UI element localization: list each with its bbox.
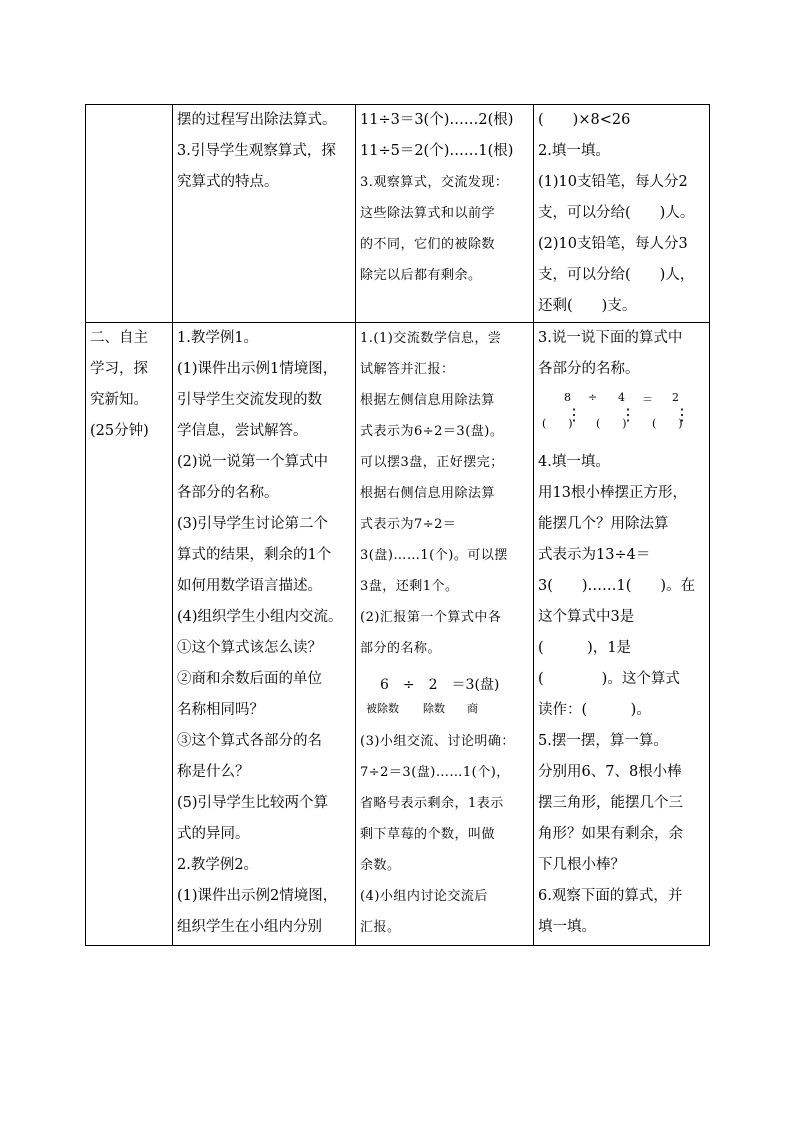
text-line: 省略号表示剩余，1表示: [360, 796, 504, 811]
text-line: ①这个算式该怎么读？: [177, 640, 322, 656]
text-line: 各部分的名称。: [177, 485, 279, 501]
answer-blank: ( ): [596, 417, 627, 430]
text-line: 支，可以分给( )人，: [538, 267, 695, 283]
text-line: 如何用数学语言描述。: [177, 578, 322, 594]
text-line: 填一填。: [538, 919, 596, 935]
text-line: (2)10支铅笔，每人分3: [538, 236, 688, 252]
equals-sign: ＝: [642, 393, 653, 406]
divisor-label: 除数: [423, 702, 445, 715]
text-line: 称是什么？: [177, 764, 250, 780]
text-line: 试解答并汇报：: [360, 362, 455, 377]
stage-time: (25分钟): [90, 423, 149, 439]
text-line: 用13根小棒摆正方形，: [538, 485, 687, 501]
division-expression: 6 ÷ 2 ＝3(盘): [380, 677, 500, 693]
text-line: 的不同，它们的被除数: [360, 237, 496, 252]
text-line: 组织学生在小组内分别: [177, 919, 322, 935]
text-line: (1)课件出示例1情境图，: [177, 361, 338, 377]
text-line: 5.摆一摆，算一算。: [538, 733, 668, 749]
text-line: 根据右侧信息用除法算: [360, 486, 496, 501]
text-line: 可以摆3盘，正好摆完；: [360, 455, 504, 470]
text-line: (2)汇报第一个算式中各: [360, 610, 502, 625]
division-parts-blank-figure: [538, 385, 705, 447]
exercise-cell: [534, 105, 710, 323]
text-line: 角形？如果有剩余，余: [538, 826, 683, 842]
text-line: 这个算式中3是: [538, 609, 635, 625]
quotient-label: 商: [467, 702, 478, 715]
text-line: 除完以后都有剩余。: [360, 268, 482, 283]
teacher-activity-cell: [173, 323, 356, 946]
text-line: 支，可以分给( )人。: [538, 205, 695, 221]
text-line: 能摆几个？用除法算: [538, 516, 669, 532]
text-line: 式表示为13÷4＝: [538, 547, 651, 563]
text-line: 1.教学例1。: [177, 330, 259, 346]
text-line: 摆三角形，能摆几个三: [538, 795, 683, 811]
text-line: 根据左侧信息用除法算: [360, 393, 496, 408]
division-parts-figure: [360, 664, 529, 726]
text-line: ( )×8<26: [538, 112, 631, 128]
teacher-activity-cell: [173, 105, 356, 323]
text-line: 式表示为7÷2＝: [360, 517, 457, 532]
text-line: 7÷2＝3(盘)……1(个)，: [360, 765, 510, 780]
connector-dots: ⋮: [620, 405, 636, 424]
text-line: 分别用6、7、8根小棒: [538, 764, 682, 780]
text-line: 3( )……1( )。在: [538, 578, 696, 594]
text-line: (4)组织学生小组内交流。: [177, 609, 343, 625]
divisor-number: 4: [618, 391, 625, 404]
dividend-label: 被除数: [366, 702, 399, 715]
text-line: ( )，1是: [538, 640, 632, 656]
text-line: 3(盘)……1(个)。可以摆: [360, 548, 508, 563]
divide-sign: ÷: [588, 391, 598, 404]
text-line: 2.教学例2。: [177, 857, 259, 873]
text-line: 式的异同。: [177, 826, 250, 842]
text-line: 汇报。: [360, 920, 401, 935]
text-line: 1.(1)交流数学信息，尝: [360, 331, 502, 346]
table-row: [86, 323, 710, 946]
text-line: 这些除法算式和以前学: [360, 206, 496, 221]
table-row: [86, 105, 710, 323]
text-line: 3.引导学生观察算式，探: [177, 143, 336, 159]
lesson-plan-table: [85, 104, 710, 946]
exercise-cell: [534, 323, 710, 946]
text-line: 11÷3＝3(个)……2(根): [360, 112, 514, 128]
text-line: 摆的过程写出除法算式。: [177, 112, 337, 128]
text-line: 余数。: [360, 858, 401, 873]
text-line: 剩下草莓的个数，叫做: [360, 827, 496, 842]
text-line: (3)引导学生讨论第二个: [177, 516, 329, 532]
text-line: 3.说一说下面的算式中: [538, 330, 683, 346]
dividend-number: 8: [564, 391, 571, 404]
text-line: ( )。这个算式: [538, 671, 680, 687]
text-line: 6.观察下面的算式，并: [538, 888, 683, 904]
text-line: ②商和余数后面的单位: [177, 671, 322, 687]
text-line: 11÷5＝2(个)……1(根): [360, 143, 514, 159]
text-line: (1)10支铅笔，每人分2: [538, 174, 688, 190]
connector-dots: ⋮: [566, 405, 582, 424]
stage-label: 学习，探: [90, 361, 148, 377]
text-line: (2)说一说第一个算式中: [177, 454, 329, 470]
text-line: 名称相同吗？: [177, 702, 264, 718]
text-line: ③这个算式各部分的名: [177, 733, 322, 749]
stage-cell: [86, 105, 173, 323]
text-line: 4.填一填。: [538, 454, 610, 470]
text-line: (1)课件出示例2情境图，: [177, 888, 338, 904]
text-line: (3)小组交流、讨论明确：: [360, 734, 515, 749]
stage-label: 二、自主: [90, 330, 148, 346]
quotient-number: 2: [672, 391, 679, 404]
connector-dots: ⋮: [674, 405, 690, 424]
text-line: (5)引导学生比较两个算: [177, 795, 329, 811]
student-activity-cell: [356, 323, 534, 946]
text-line: 各部分的名称。: [538, 361, 640, 377]
text-line: 下几根小棒？: [538, 857, 625, 873]
answer-blank: ( ): [542, 417, 573, 430]
text-line: 部分的名称。: [360, 641, 442, 656]
text-line: 3盘，还剩1个。: [360, 579, 459, 594]
text-line: 式表示为6÷2＝3(盘)。: [360, 424, 504, 439]
text-line: (4)小组内讨论交流后: [360, 889, 488, 904]
text-line: 引导学生交流发现的数: [177, 392, 322, 408]
text-line: 还剩( )支。: [538, 298, 637, 314]
text-line: 3.观察算式，交流发现：: [360, 175, 509, 190]
text-line: 2.填一填。: [538, 143, 610, 159]
stage-label: 究新知。: [90, 392, 148, 408]
answer-blank: ( ): [652, 417, 683, 430]
text-line: 学信息，尝试解答。: [177, 423, 308, 439]
stage-cell: [86, 323, 173, 946]
text-line: 究算式的特点。: [177, 174, 279, 190]
text-line: 读作：( )。: [538, 702, 651, 718]
student-activity-cell: [356, 105, 534, 323]
text-line: 算式的结果，剩余的1个: [177, 547, 332, 563]
